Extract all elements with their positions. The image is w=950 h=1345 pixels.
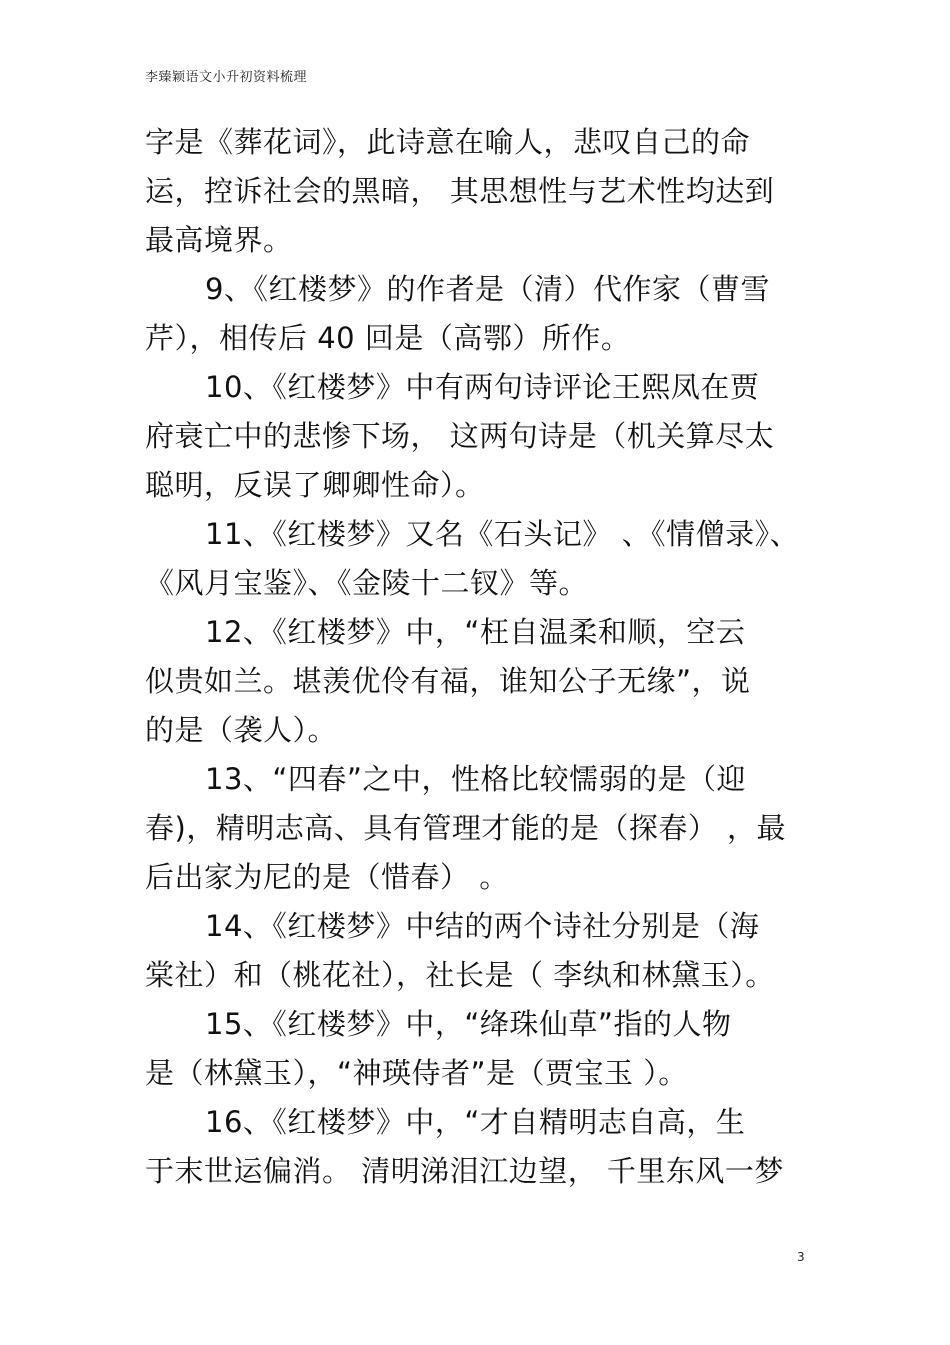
running-header: 李臻颖语文小升初资料梳理 [145,70,308,85]
text-line: 是（林黛玉），“神瑛侍者”是（贾宝玉 ）。 [145,1056,688,1090]
page-number: 3 [797,1250,805,1264]
text-line: 字是《葬花词》，此诗意在喻人，悲叹自己的命 [145,125,751,159]
text-line: 的是（袭人）。 [145,713,338,747]
text-line: 15、《红楼梦》中，“绛珠仙草”指的人物 [205,1007,732,1041]
text-line: 运，控诉社会的黑暗， 其思想性与艺术性均达到 [145,174,775,208]
text-line: 9、《红楼梦》的作者是（清）代作家（曹雪 [205,272,770,306]
text-line: 于末世运偏消。 清明涕泪江边望， 千里东风一梦 [145,1154,784,1188]
text-line: 春)，精明志高、具有管理才能的是（探春） ，最 [145,811,787,845]
text-line: 似贵如兰。堪羡优伶有福，谁知公子无缘”，说 [145,664,751,698]
text-line: 《风月宝鉴》、《金陵十二钗》等。 [145,566,589,600]
text-line: 芹），相传后 40 回是（高鄂）所作。 [145,321,631,355]
text-line: 11、《红楼梦》又名《石头记》 、《情僧录》、 [205,517,800,551]
text-line: 府衰亡中的悲惨下场， 这两句诗是（机关算尽太 [145,419,775,453]
text-line: 聪明，反误了卿卿性命）。 [145,468,485,502]
text-line: 14、《红楼梦》中结的两个诗社分别是（海 [205,909,760,943]
text-line: 后出家为尼的是（惜春） 。 [145,860,509,894]
text-line: 12、《红楼梦》中，“枉自温柔和顺，空云 [205,615,746,649]
document-body [145,118,825,1196]
text-line: 棠社）和（桃花社），社长是（ 李纨和林黛玉）。 [145,958,775,992]
text-line: 16、《红楼梦》中，“才自精明志自高，生 [205,1105,746,1139]
text-line: 最高境界。 [145,223,293,257]
text-line: 13、“四春”之中，性格比较懦弱的是（迎 [205,762,746,796]
text-line: 10、《红楼梦》中有两句诗评论王熙凤在贾 [205,370,760,404]
